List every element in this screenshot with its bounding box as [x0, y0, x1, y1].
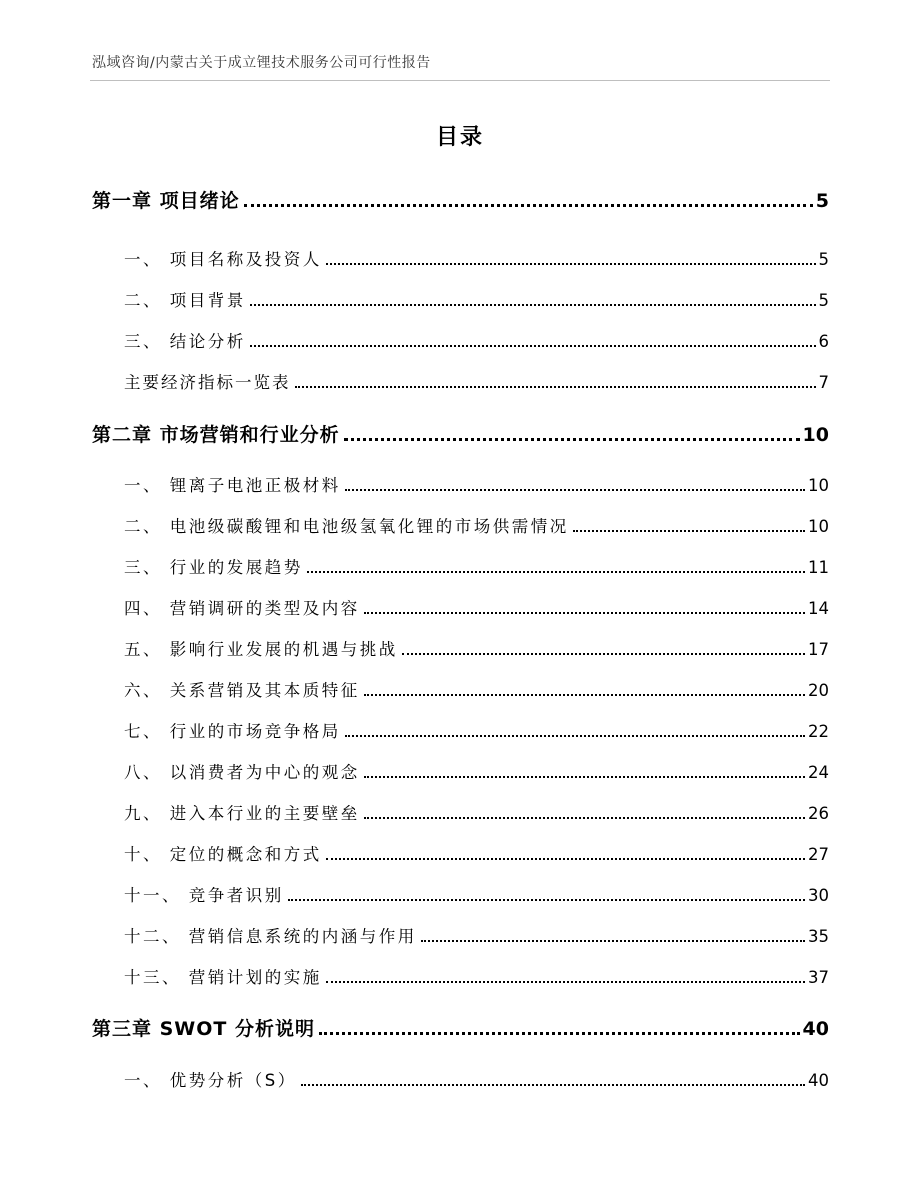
header-divider: [90, 80, 830, 81]
toc-page-number: 5: [818, 250, 829, 269]
toc-dot-leader: [301, 1084, 805, 1086]
toc-dot-leader: [326, 263, 816, 265]
toc-entry[interactable]: [92, 718, 829, 742]
toc-entry[interactable]: [92, 472, 829, 496]
toc-entry[interactable]: [92, 923, 829, 947]
toc-dot-leader: [364, 817, 805, 819]
toc-page-number: 10: [808, 517, 829, 536]
toc-dot-leader: [288, 899, 805, 901]
toc-entry[interactable]: [92, 420, 829, 447]
toc-entry-label: 第二章 市场营销和行业分析: [92, 424, 340, 446]
toc-entry[interactable]: [92, 677, 829, 701]
toc-page-number: 30: [808, 886, 829, 905]
toc-entry-label: 十一、 竞争者识别: [124, 886, 284, 905]
toc-page-number: 35: [808, 927, 829, 946]
toc-entry-label: 二、 电池级碳酸锂和电池级氢氧化锂的市场供需情况: [124, 517, 569, 536]
toc-page-number: 40: [808, 1071, 829, 1090]
toc-entry[interactable]: [92, 513, 829, 537]
toc-page-number: 14: [808, 599, 829, 618]
toc-entry[interactable]: [92, 1067, 829, 1091]
toc-entry[interactable]: [92, 328, 829, 352]
toc-entry-label: 十、 定位的概念和方式: [124, 845, 322, 864]
toc-dot-leader: [345, 735, 805, 737]
toc-page-number: 11: [808, 558, 829, 577]
toc-dot-leader: [344, 438, 800, 441]
toc-page-number: 24: [808, 763, 829, 782]
toc-entry[interactable]: [92, 800, 829, 824]
toc-entry-label: 十三、 营销计划的实施: [124, 968, 322, 987]
toc-page-number: 5: [818, 291, 829, 310]
toc-entry-label: 四、 营销调研的类型及内容: [124, 599, 360, 618]
toc-dot-leader: [402, 653, 805, 655]
toc-entry-label: 八、 以消费者为中心的观念: [124, 763, 360, 782]
toc-entry[interactable]: [92, 246, 829, 270]
toc-entry-label: 十二、 营销信息系统的内涵与作用: [124, 927, 417, 946]
toc-entry[interactable]: [92, 636, 829, 660]
toc-entry-label: 三、 结论分析: [124, 332, 246, 351]
toc-page-number: 7: [818, 373, 829, 392]
toc-entry-label: 主要经济指标一览表: [124, 373, 291, 392]
toc-page-number: 17: [808, 640, 829, 659]
toc-entry-label: 第三章 SWOT 分析说明: [92, 1018, 315, 1040]
toc-dot-leader: [319, 1032, 800, 1035]
toc-page-number: 27: [808, 845, 829, 864]
toc-entry-label: 七、 行业的市场竞争格局: [124, 722, 341, 741]
toc-page-number: 37: [808, 968, 829, 987]
toc-dot-leader: [364, 694, 805, 696]
toc-page-number: 26: [808, 804, 829, 823]
toc-entry-label: 九、 进入本行业的主要壁垒: [124, 804, 360, 823]
toc-entry-label: 五、 影响行业发展的机遇与挑战: [124, 640, 398, 659]
toc-entry-label: 六、 关系营销及其本质特征: [124, 681, 360, 700]
toc-entry[interactable]: [92, 1014, 829, 1041]
toc-page-number: 10: [802, 424, 829, 446]
toc-dot-leader: [326, 858, 805, 860]
toc-dot-leader: [364, 612, 805, 614]
toc-entry-label: 一、 项目名称及投资人: [124, 250, 322, 269]
toc-page-number: 40: [802, 1018, 829, 1040]
toc-entry-label: 第一章 项目绪论: [92, 190, 240, 212]
toc-entry-label: 三、 行业的发展趋势: [124, 558, 303, 577]
toc-entry[interactable]: [92, 759, 829, 783]
toc-dot-leader: [295, 386, 816, 388]
toc-dot-leader: [573, 530, 805, 532]
toc-title: 目录: [435, 125, 484, 150]
toc-entry[interactable]: [92, 964, 829, 988]
toc-entry[interactable]: [92, 882, 829, 906]
toc-dot-leader: [345, 489, 805, 491]
toc-entry[interactable]: [92, 595, 829, 619]
toc-page-number: 10: [808, 476, 829, 495]
toc-dot-leader: [250, 304, 816, 306]
toc-entry-label: 一、 优势分析（S）: [124, 1071, 297, 1090]
toc-dot-leader: [421, 940, 805, 942]
toc-page-number: 6: [818, 332, 829, 351]
toc-page-number: 20: [808, 681, 829, 700]
toc-entry[interactable]: [92, 186, 829, 213]
toc-entry[interactable]: [92, 554, 829, 578]
toc-page-number: 5: [815, 190, 829, 212]
toc-dot-leader: [307, 571, 805, 573]
toc-entry[interactable]: [92, 287, 829, 311]
toc-dot-leader: [326, 981, 805, 983]
toc-entry[interactable]: [92, 369, 829, 393]
toc-dot-leader: [364, 776, 805, 778]
toc-entry-label: 一、 锂离子电池正极材料: [124, 476, 341, 495]
running-header: 泓域咨询/内蒙古关于成立锂技术服务公司可行性报告: [92, 55, 431, 71]
toc-dot-leader: [244, 204, 813, 207]
toc-entry-label: 二、 项目背景: [124, 291, 246, 310]
toc-page-number: 22: [808, 722, 829, 741]
toc-dot-leader: [250, 345, 816, 347]
toc-entry[interactable]: [92, 841, 829, 865]
